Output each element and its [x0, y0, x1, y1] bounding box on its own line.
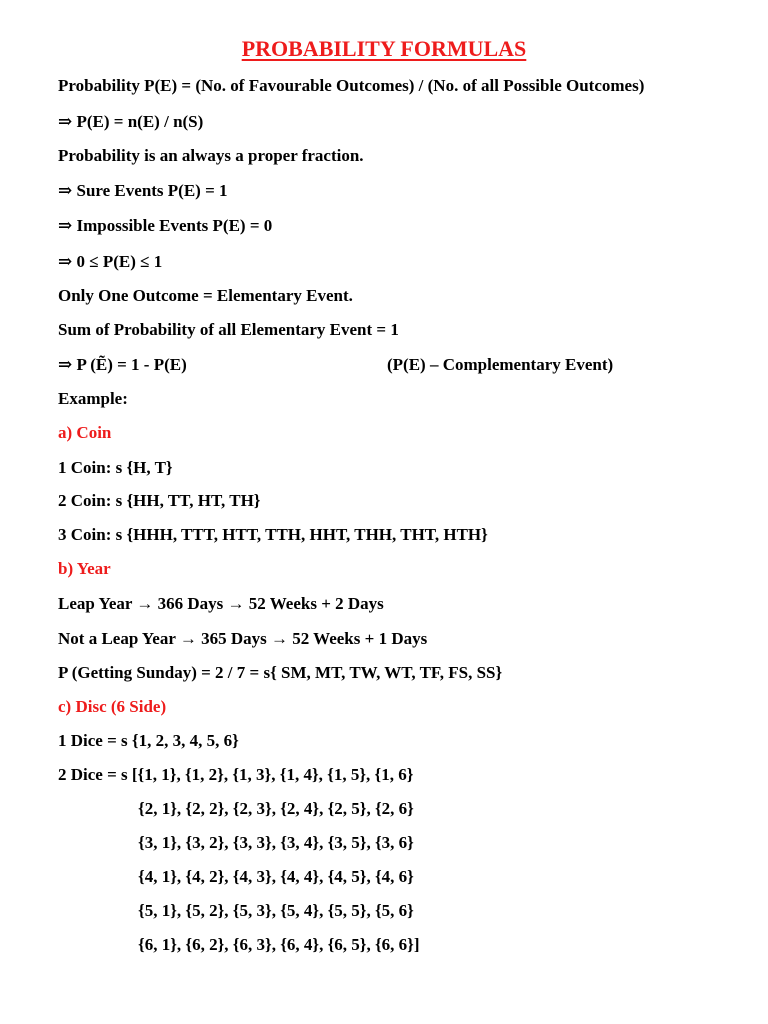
dice-2-row-2: {2, 1}, {2, 2}, {2, 3}, {2, 4}, {2, 5}, {2, 6} — [138, 799, 414, 818]
leap-year: Leap Year → 366 Days → 52 Weeks + 2 Days — [58, 594, 384, 613]
formula-definition: Probability P(E) = (No. of Favourable Outcomes) / (No. of all Possible Outcomes) — [58, 76, 645, 95]
elementary-event: Only One Outcome = Elementary Event. — [58, 286, 353, 305]
formula-ratio: ⇒ P(E) = n(E) / n(S) — [58, 112, 204, 131]
non-leap-year: Not a Leap Year → 365 Days → 52 Weeks + 1 Days — [58, 629, 428, 648]
page-title: PROBABILITY FORMULAS — [241, 36, 527, 61]
dice-2-row-5: {5, 1}, {5, 2}, {5, 3}, {5, 4}, {5, 5}, {5, 6} — [138, 901, 414, 920]
section-year: b) Year — [58, 559, 111, 578]
sure-events: ⇒ Sure Events P(E) = 1 — [58, 181, 228, 200]
coin-2: 2 Coin: s {HH, TT, HT, TH} — [58, 491, 261, 510]
section-coin: a) Coin — [58, 423, 112, 442]
example-heading: Example: — [58, 389, 128, 408]
impossible-events: ⇒ Impossible Events P(E) = 0 — [58, 216, 273, 235]
dice-2-row-3: {3, 1}, {3, 2}, {3, 3}, {3, 4}, {3, 5}, {3, 6} — [138, 833, 414, 852]
coin-1: 1 Coin: s {H, T} — [58, 458, 173, 477]
dice-2-row-4: {4, 1}, {4, 2}, {4, 3}, {4, 4}, {4, 5}, {4, 6} — [138, 867, 414, 886]
sum-elementary: Sum of Probability of all Elementary Event = 1 — [58, 320, 399, 339]
section-disc: c) Disc (6 Side) — [58, 697, 167, 716]
coin-3: 3 Coin: s {HHH, TTT, HTT, TTH, HHT, THH, THT, HTH} — [58, 525, 488, 544]
probability-range: ⇒ 0 ≤ P(E) ≤ 1 — [58, 252, 163, 271]
dice-2-row-1: 2 Dice = s [{1, 1}, {1, 2}, {1, 3}, {1, 4}, {1, 5}, {1, 6} — [58, 765, 414, 784]
proper-fraction-note: Probability is an always a proper fraction. — [58, 146, 364, 165]
dice-2-row-6: {6, 1}, {6, 2}, {6, 3}, {6, 4}, {6, 5}, {6, 6}] — [138, 935, 420, 954]
sunday-probability: P (Getting Sunday) = 2 / 7 = s{ SM, MT, TW, WT, TF, FS, SS} — [58, 663, 503, 682]
complement-note: (P(E) – Complementary Event) — [387, 355, 614, 374]
dice-1: 1 Dice = s {1, 2, 3, 4, 5, 6} — [58, 731, 239, 750]
complement-formula: ⇒ P (Ẽ) = 1 - P(E) — [58, 355, 187, 374]
